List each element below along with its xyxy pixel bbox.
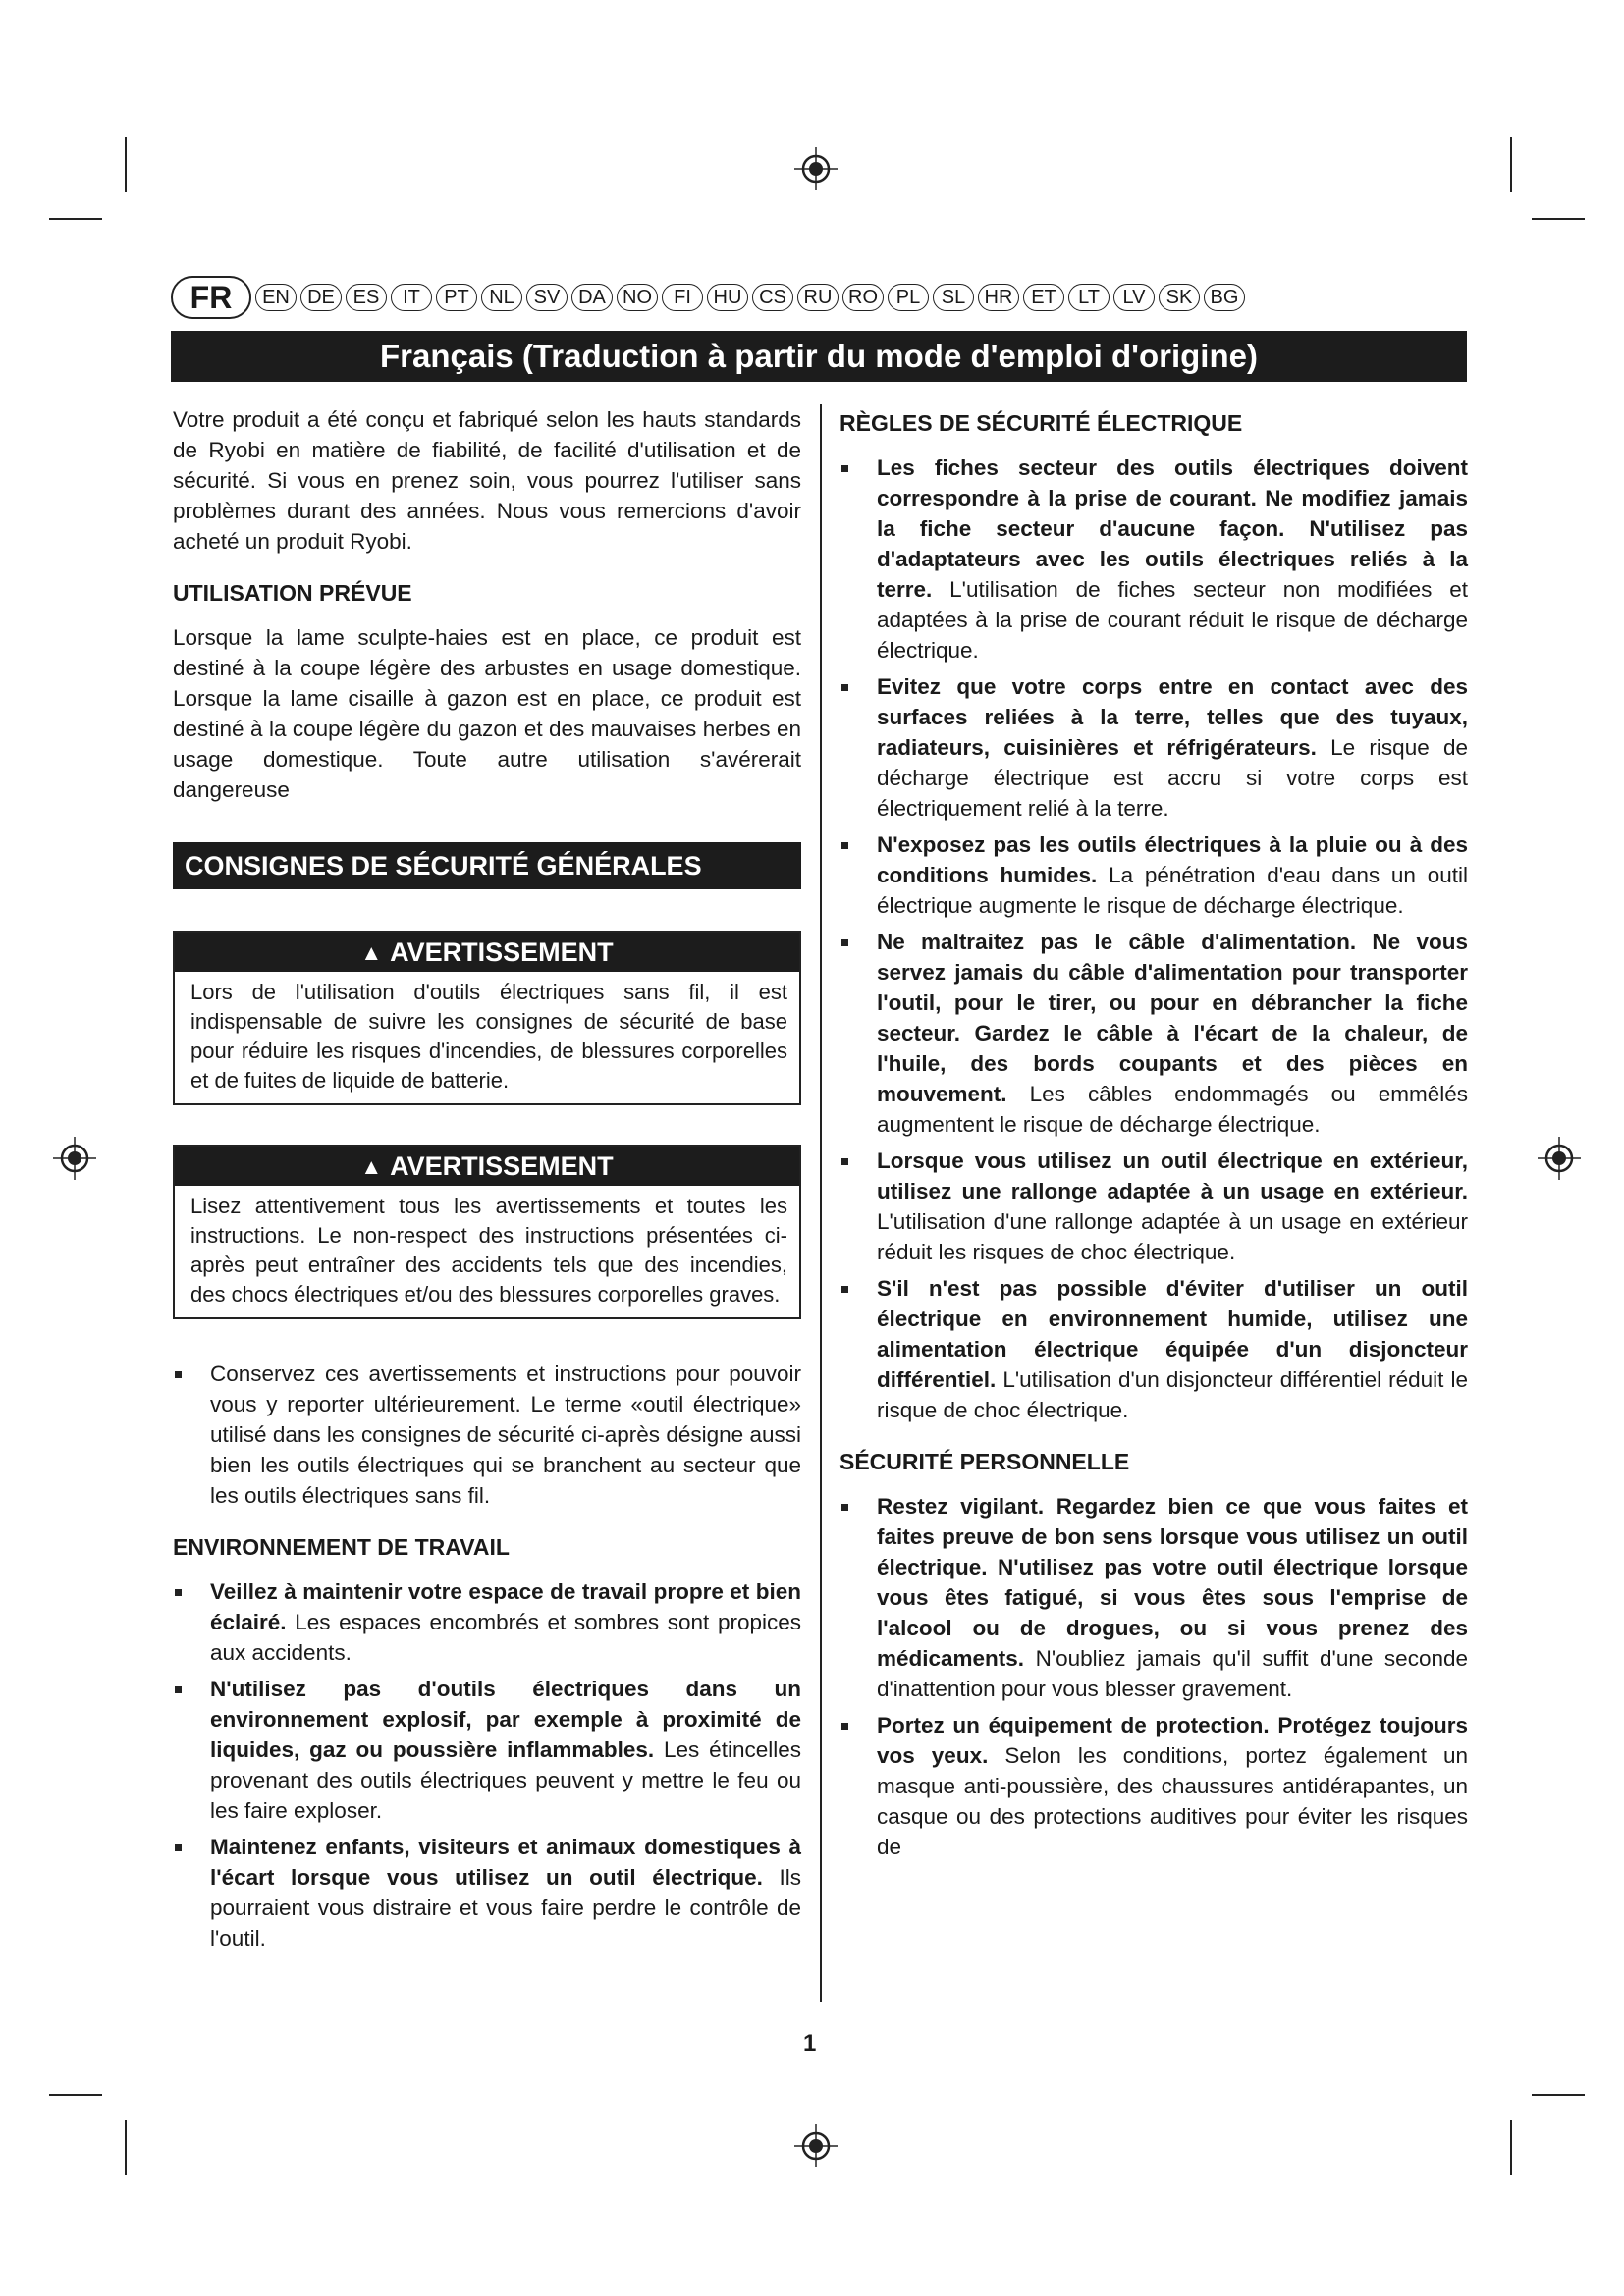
list-item-text: Le risque de décharge électrique est accru si votre corps est électriquement relié à la terre. [877,735,1468,821]
list-item [839,829,1468,921]
list-item [839,453,1468,666]
warning-text: Lisez attentivement tous les avertissements et toutes les instructions. Le non-respect des instructions présentées ci-après peut entraîner des accidents tels que des incendies, des chocs électriques et/ou des blessures corporelles graves. [190,1194,787,1307]
language-tab: DA [571,284,613,311]
list-item-text: L'utilisation de fiches secteur non modifiées et adaptées à la prise de courant réduit le risque de décharge électrique. [877,577,1468,663]
registration-mark-icon [794,147,838,190]
bullet-square-icon [841,1286,848,1293]
bullet-square-icon [175,1686,182,1693]
language-tab: LT [1068,284,1110,311]
section-heading-general-safety: CONSIGNES DE SÉCURITÉ GÉNÉRALES [173,842,801,889]
list-item [839,1710,1468,1862]
page-number: 1 [803,2030,817,2056]
electrical-safety-heading: RÈGLES DE SÉCURITÉ ÉLECTRIQUE [839,410,1243,436]
intro-paragraph: Votre produit a été conçu et fabriqué selon les hauts standards de Ryobi en matière de fiabilité, de facilité d'utilisation et de sécurité. Si vous en prenez soin, vous pourrez l'utiliser sans problèmes durant des années. Nous vous remercions d'avoir acheté un produit Ryobi. [173,407,801,554]
personal-safety-list [839,1491,1468,1862]
registration-mark-icon [1538,1137,1581,1180]
bullet-square-icon [841,465,848,472]
crop-mark [1532,2094,1585,2096]
language-tab: DE [300,284,342,311]
list-item-bold: Portez un équipement de protection. Protégez toujours vos yeux. [877,1713,1468,1768]
list-item [173,1832,801,1953]
language-tab: SK [1159,284,1200,311]
list-item-bold: Ne maltraitez pas le câble d'alimentation. Ne vous servez jamais du câble d'alimentation pour transporter l'outil, pour le tirer, ou pour en débrancher la fiche secteur. Gardez le câble à l'écart de la chaleur, de l'huile, des bords coupants et des pièces en mouvement. [877,930,1468,1106]
bullet-square-icon [841,939,848,946]
left-column [173,404,801,1967]
warning-triangle-icon: ▲ [360,939,383,965]
crop-mark [49,2094,102,2096]
bullet-square-icon [175,1371,182,1378]
list-item-text: Les espaces encombrés et sombres sont propices aux accidents. [210,1610,801,1665]
language-tab: ET [1023,284,1064,311]
language-tab: BG [1204,284,1245,311]
warning-box [173,1145,801,1319]
registration-mark-icon [794,2124,838,2167]
language-tab: PL [888,284,929,311]
warning-title: AVERTISSEMENT [390,936,614,967]
bullet-square-icon [841,1158,848,1165]
warning-triangle-icon: ▲ [360,1153,383,1179]
crop-mark [1510,137,1512,192]
bullet-square-icon [175,1844,182,1851]
list-item [173,1576,801,1668]
language-tab: SV [526,284,568,311]
warning-header [175,933,799,972]
list-item [839,927,1468,1140]
language-tab: LV [1113,284,1155,311]
language-tab: IT [391,284,432,311]
list-item-bold: N'utilisez pas d'outils électriques dans un environnement explosif, par exemple à proximité de liquides, gaz ou poussière inflammables. [210,1677,801,1762]
keep-instructions-list [173,1359,801,1511]
list-item-text: Les câbles endommagés ou emmêlés augmentent le risque de décharge électrique. [877,1082,1468,1137]
list-item-text: N'oubliez jamais qu'il suffit d'une seconde d'inattention pour vous blesser gravement. [877,1646,1468,1701]
warning-header [175,1147,799,1186]
personal-safety-heading: SÉCURITÉ PERSONNELLE [839,1449,1130,1474]
language-tab: FI [662,284,703,311]
list-item-bold: S'il n'est pas possible d'éviter d'utiliser un outil électrique en environnement humide, utilisez une alimentation électrique équipée d'un disjoncteur différentiel. [877,1276,1468,1392]
bullet-square-icon [841,1504,848,1511]
bullet-square-icon [175,1589,182,1596]
language-tab: ES [346,284,387,311]
usage-heading: UTILISATION PRÉVUE [173,580,412,606]
language-selector-bar [171,275,1467,320]
list-item-bold: N'exposez pas les outils électriques à la pluie ou à des conditions humides. [877,832,1468,887]
column-divider [820,404,822,2002]
list-item-bold: Lorsque vous utilisez un outil électrique en extérieur, utilisez une rallonge adaptée à un usage en extérieur. [877,1148,1468,1203]
crop-mark [1510,2120,1512,2175]
list-item [173,1359,801,1511]
bullet-square-icon [841,684,848,691]
usage-paragraph: Lorsque la lame sculpte-haies est en place, ce produit est destiné à la coupe légère des arbustes en usage domestique. Lorsque la lame cisaille à gazon est en place, ce produit est destiné à la coupe légère du gazon et des mauvaises herbes en usage domestique. Toute autre utilisation s'avérerait dangereuse [173,625,801,802]
right-column [839,404,1468,1876]
crop-mark [1532,218,1585,220]
language-tab-fr: FR [171,276,251,319]
language-tab: RO [842,284,884,311]
language-tab: CS [752,284,793,311]
list-item [839,671,1468,824]
list-item-text: La pénétration d'eau dans un outil électrique augmente le risque de décharge électrique. [877,863,1468,918]
list-item-text: Ils pourraient vous distraire et vous faire perdre le contrôle de l'outil. [210,1865,801,1950]
list-item [839,1146,1468,1267]
language-tab: NO [617,284,658,311]
list-item-bold: Evitez que votre corps entre en contact avec des surfaces reliées à la terre, telles que des tuyaux, radiateurs, cuisinières et réfrigérateurs. [877,674,1468,760]
crop-mark [49,218,102,220]
list-item-text: Selon les conditions, portez également un masque anti-poussière, des chaussures antidérapantes, un casque ou des protections auditives pour éviter les risques de [877,1743,1468,1859]
language-tab: PT [436,284,477,311]
list-item-text: Conservez ces avertissements et instructions pour pouvoir vous y reporter ultérieurement. Le terme «outil électrique» utilisé dans les consignes de sécurité ci-après désigne aussi bien les outils électriques qui se branchent au secteur que les outils électriques sans fil. [210,1362,801,1508]
page-title: Français (Traduction à partir du mode d'emploi d'origine) [171,331,1467,382]
list-item-text: L'utilisation d'un disjoncteur différentiel réduit le risque de choc électrique. [877,1367,1468,1422]
list-item-bold: Les fiches secteur des outils électriques doivent correspondre à la prise de courant. Ne modifiez jamais la fiche secteur d'aucune façon. N'utilisez pas d'adaptateurs avec les outils électriques reliés à la terre. [877,455,1468,602]
crop-mark [125,2120,127,2175]
list-item-bold: Veillez à maintenir votre espace de travail propre et bien éclairé. [210,1579,801,1634]
work-area-list [173,1576,801,1953]
bullet-square-icon [841,1723,848,1730]
bullet-square-icon [841,842,848,849]
list-item [173,1674,801,1826]
warning-title: AVERTISSEMENT [390,1150,614,1181]
language-tab: NL [481,284,522,311]
list-item-bold: Maintenez enfants, visiteurs et animaux domestiques à l'écart lorsque vous utilisez un outil électrique. [210,1835,801,1890]
language-tab: EN [255,284,297,311]
list-item-text: L'utilisation d'une rallonge adaptée à un usage en extérieur réduit les risques de choc électrique. [877,1209,1468,1264]
list-item [839,1273,1468,1425]
registration-mark-icon [53,1137,96,1180]
language-tab: HR [978,284,1019,311]
list-item [839,1491,1468,1704]
electrical-safety-list [839,453,1468,1425]
language-tab: RU [797,284,839,311]
warning-box [173,931,801,1105]
work-area-heading: ENVIRONNEMENT DE TRAVAIL [173,1534,510,1560]
list-item-text: Les étincelles provenant des outils électriques peuvent y mettre le feu ou les faire exploser. [210,1737,801,1823]
warning-text: Lors de l'utilisation d'outils électriques sans fil, il est indispensable de suivre les consignes de sécurité de base pour réduire les risques d'incendies, de blessures corporelles et de fuites de liquide de batterie. [190,980,787,1093]
language-tab: HU [707,284,748,311]
crop-mark [125,137,127,192]
list-item-bold: Restez vigilant. Regardez bien ce que vous faites et faites preuve de bon sens lorsque vous utilisez un outil électrique. N'utilisez pas votre outil électrique lorsque vous êtes fatigué, si vous êtes sous l'emprise de l'alcool ou de drogues, ou si vous prenez des médicaments. [877,1494,1468,1671]
language-tab: SL [933,284,974,311]
